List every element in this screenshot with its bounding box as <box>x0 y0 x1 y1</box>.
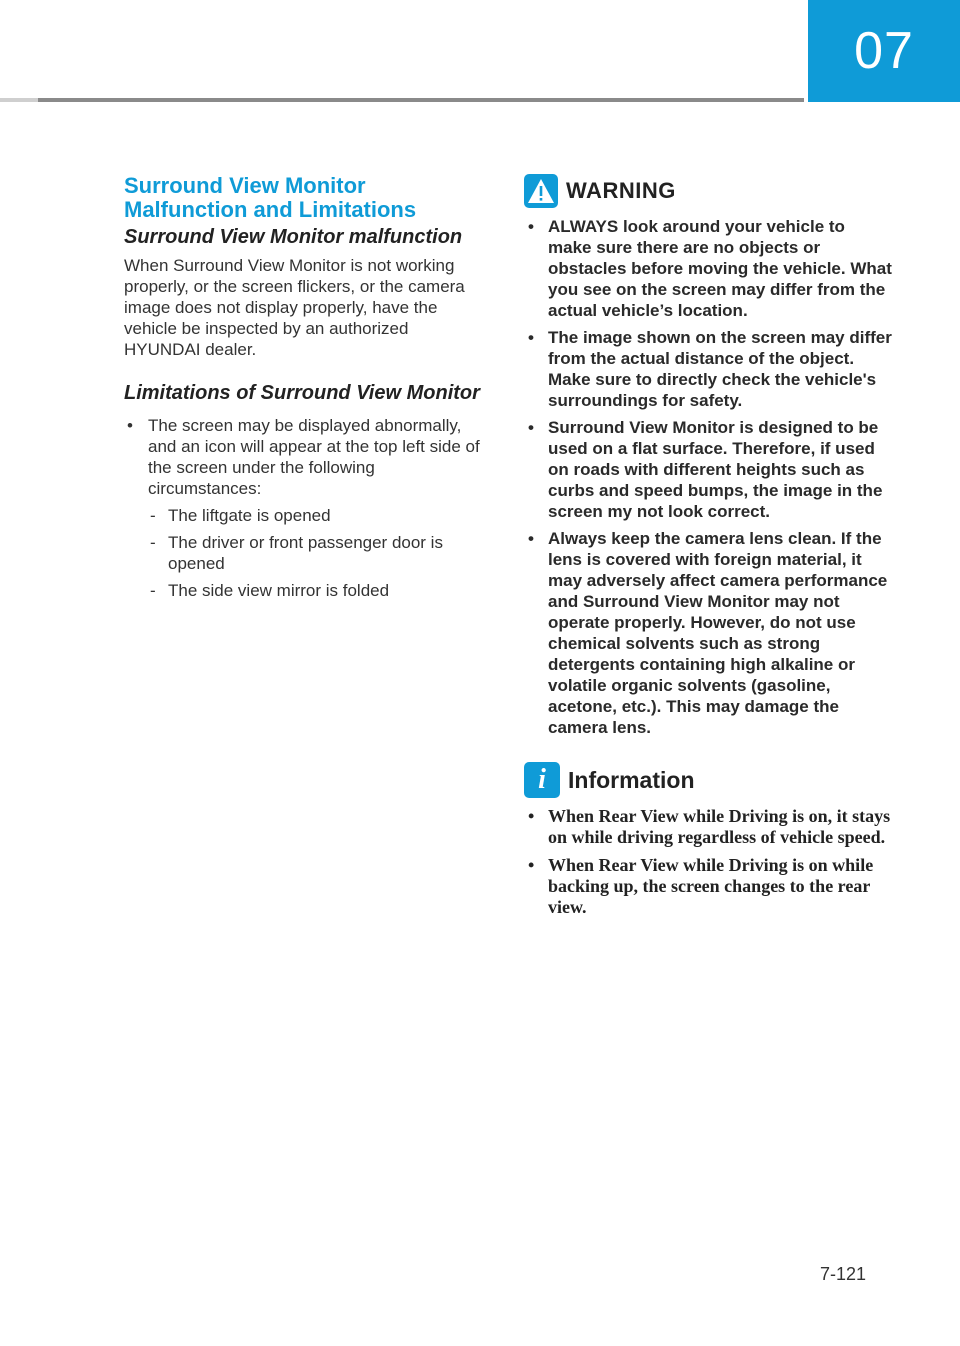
limitations-list <box>124 415 486 601</box>
warning-item: • Surround View Monitor is designed to be used on a flat surface. Therefore, if used on roads with different heights such as curbs and speed bumps, the image in the screen my not look correct. <box>524 417 892 522</box>
conditions-list <box>148 505 486 601</box>
information-list <box>524 806 892 918</box>
condition-item: - The liftgate is opened <box>148 505 486 526</box>
information-item: • When Rear View while Driving is on while backing up, the screen changes to the rear view. <box>524 855 892 918</box>
condition-item: - The driver or front passenger door is opened <box>148 532 486 574</box>
warning-list <box>524 216 892 738</box>
information-item: • When Rear View while Driving is on, it stays on while driving regardless of vehicle speed. <box>524 806 892 848</box>
chapter-tab: 07 <box>808 0 960 102</box>
information-header <box>524 762 892 798</box>
list-item <box>124 415 486 601</box>
limitations-bullet-text: The screen may be displayed abnormally, and an icon will appear at the top left side of the screen under the following circumstances: <box>148 416 480 498</box>
page-number: 7-121 <box>819 1264 866 1284</box>
warning-triangle-icon <box>524 174 558 208</box>
section-title: Surround View Monitor Malfunction and Limitations <box>124 173 417 222</box>
information-title: Information <box>568 766 695 793</box>
warning-item: • The image shown on the screen may differ from the actual distance of the object. Make sure to directly check the vehicle's surroundings for safety. <box>524 327 892 411</box>
left-column <box>124 174 486 607</box>
information-block <box>524 762 892 918</box>
limitations-heading: Limitations of Surround View Monitor <box>124 382 480 404</box>
header-rule <box>0 98 804 102</box>
warning-block <box>524 174 892 738</box>
warning-item: • Always keep the camera lens clean. If the lens is covered with foreign material, it may adversely affect camera performance and Surround View Monitor may not operate properly. However, do not use chemical solvents such as strong detergents containing high alkaline or volatile organic solvents (gasoline, acetone, etc.). This may damage the camera lens. <box>524 528 892 738</box>
right-column <box>524 174 892 925</box>
malfunction-text: When Surround View Monitor is not working properly, or the screen flickers, or the camera image does not display properly, have the vehicle be inspected by an authorized HYUNDAI dealer. <box>124 256 465 359</box>
information-icon: i <box>524 762 560 798</box>
warning-header <box>524 174 892 208</box>
malfunction-heading: Surround View Monitor malfunction <box>124 226 463 248</box>
warning-title: WARNING <box>566 178 676 203</box>
condition-item: - The side view mirror is folded <box>148 580 486 601</box>
warning-item: • ALWAYS look around your vehicle to make sure there are no objects or obstacles before moving the vehicle. What you see on the screen may differ from the actual vehicle’s location. <box>524 216 892 321</box>
